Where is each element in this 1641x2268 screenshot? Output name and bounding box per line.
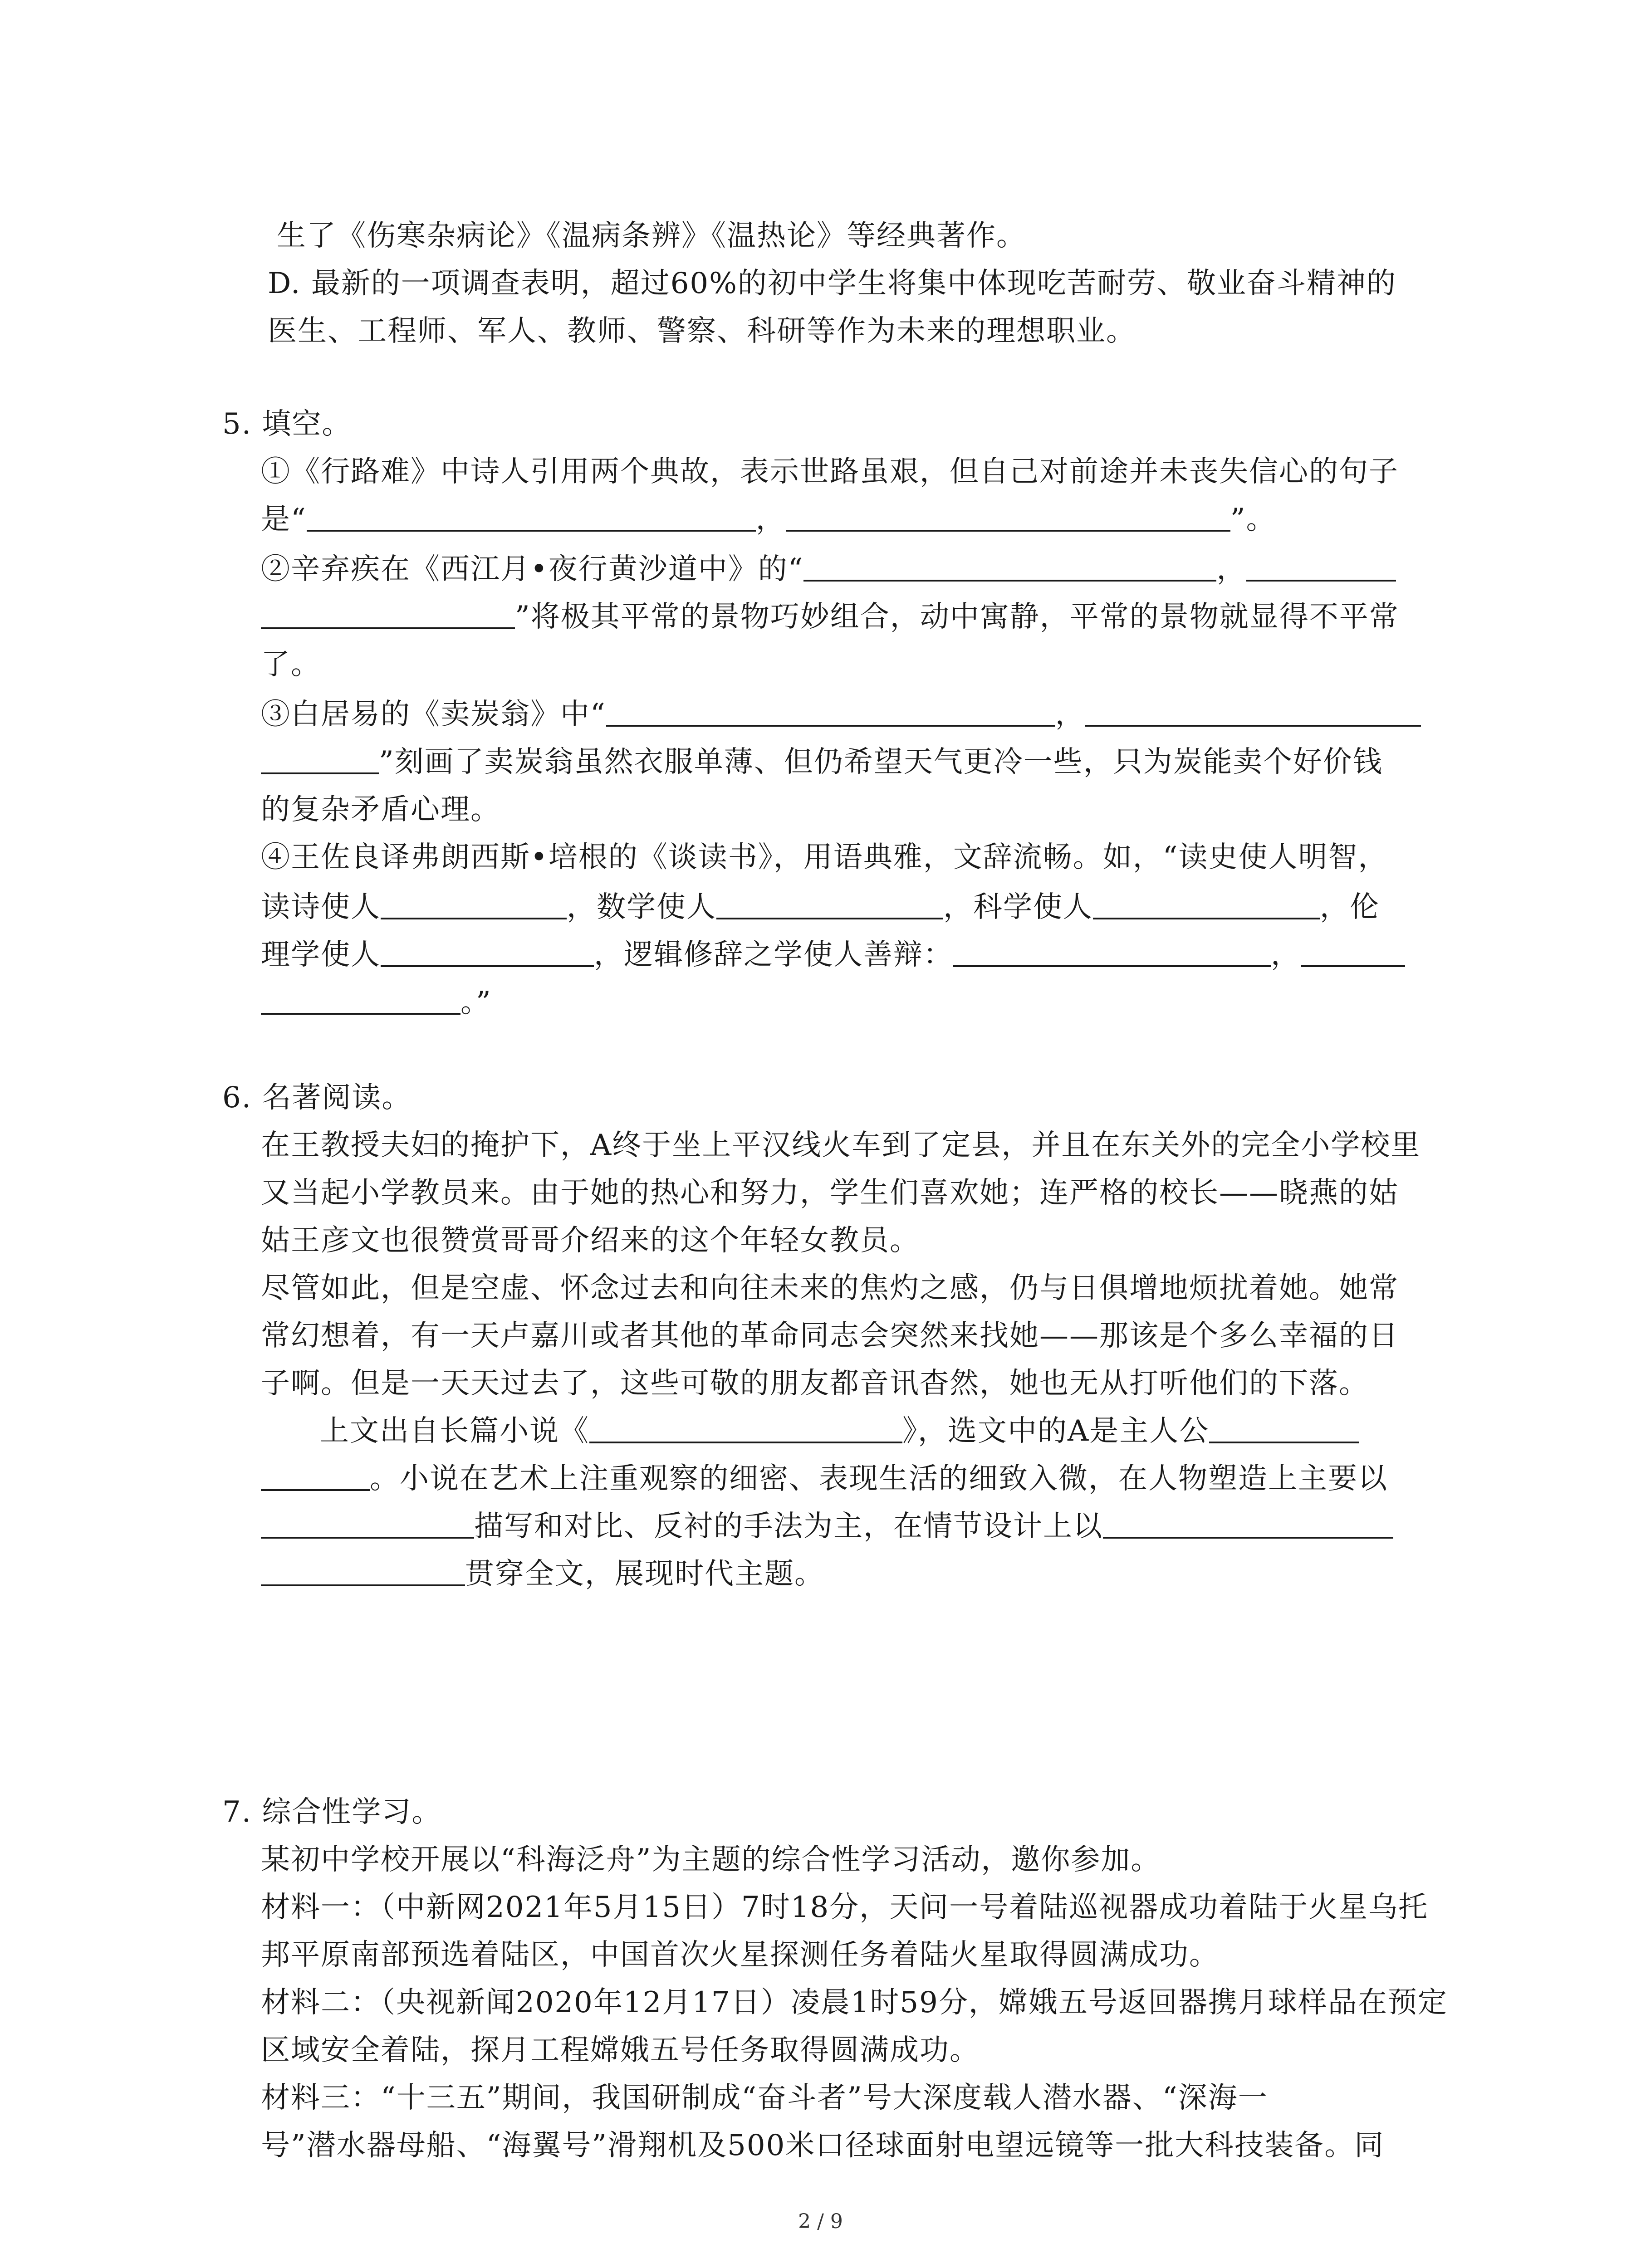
q6-fill-line1: 上文出自长篇小说《 》，选文中的A是主人公 bbox=[320, 1408, 1359, 1454]
q6-passage-p2-line2: 常幻想着，有一天卢嘉川或者其他的革命同志会突然来找她——那该是个多么幸福的日 bbox=[261, 1319, 1399, 1353]
q7-heading: 7. 综合性学习。 bbox=[222, 1795, 442, 1829]
q5-item1-blank-1[interactable] bbox=[307, 503, 756, 532]
q6-passage-p2-line1: 尽管如此，但是空虚、怀念过去和向往未来的焦灼之感，仍与日俱增地烦扰着她。她常 bbox=[261, 1271, 1399, 1305]
q5-item3-blank-2-cont[interactable] bbox=[261, 745, 379, 774]
q6-heading: 6. 名著阅读。 bbox=[222, 1081, 412, 1114]
q6-fill-line2: 。小说在艺术上注重观察的细密、表现生活的细致入微，在人物塑造上主要以 bbox=[261, 1456, 1388, 1501]
q5-item4-blank-4[interactable] bbox=[381, 938, 594, 967]
q6-passage-p1-line2: 又当起小学教员来。由于她的热心和努力，学生们喜欢她；连严格的校长——晓燕的姑 bbox=[261, 1176, 1399, 1210]
q5-item3-end: 的复杂矛盾心理。 bbox=[261, 793, 500, 826]
q5-item3-blank-1[interactable] bbox=[606, 698, 1055, 727]
q6-passage-p1-line3: 姑王彦文也很赞赏哥哥介绍来的这个年轻女教员。 bbox=[261, 1224, 920, 1257]
q7-intro: 某初中学校开展以“科海泛舟”为主题的综合性学习活动，邀你参加。 bbox=[261, 1843, 1161, 1877]
q7-material1-line1: 材料一：（中新网2021年5月15日）7时18分，天问一号着陆巡视器成功着陆于火星乌托 bbox=[261, 1891, 1429, 1924]
q6-character-method-blank[interactable] bbox=[261, 1510, 474, 1539]
q5-item2-blank-2-cont[interactable] bbox=[261, 600, 515, 629]
q4-option-d-continuation: 医生、工程师、军人、教师、警察、科研等作为未来的理想职业。 bbox=[268, 314, 1136, 348]
q5-item4-fill-line1: 读诗使人 ，数学使人 ，科学使人 ，伦 bbox=[261, 890, 1380, 924]
q6-novel-title-blank[interactable] bbox=[589, 1414, 902, 1443]
q5-item1-fill: 是“ ， ”。 bbox=[261, 503, 1276, 536]
q7-material3-line1: 材料三：“十三五”期间，我国研制成“奋斗者”号大深度载人潜水器、“深海一 bbox=[261, 2081, 1268, 2115]
q6-passage-p1-line1: 在王教授夫妇的掩护下，A终于坐上平汉线火车到了定县，并且在东关外的完全小学校里 bbox=[261, 1129, 1421, 1162]
q6-fill-line4: 贯穿全文，展现时代主题。 bbox=[261, 1551, 824, 1597]
q5-heading: 5. 填空。 bbox=[222, 407, 352, 441]
q6-fill-line3: 描写和对比、反衬的手法为主，在情节设计上以 bbox=[261, 1504, 1393, 1549]
q5-item4-blank-5[interactable] bbox=[953, 938, 1271, 967]
q6-plot-blank[interactable] bbox=[1103, 1510, 1393, 1539]
q4-option-d: D. 最新的一项调查表明，超过60%的初中学生将集中体现吃苦耐劳、敬业奋斗精神的 bbox=[268, 267, 1396, 300]
q5-item4-blank-6[interactable] bbox=[1301, 938, 1405, 967]
q7-material2-line1: 材料二：（央视新闻2020年12月17日）凌晨1时59分，嫦娥五号返回器携月球样品在预定 bbox=[261, 1986, 1448, 2019]
q5-item4-prompt: ④王佐良译弗朗西斯•培根的《谈读书》，用语典雅，文辞流畅。如，“读史使人明智， bbox=[261, 841, 1388, 874]
q5-item3-prompt: ③白居易的《卖炭翁》中“ ， bbox=[261, 692, 1421, 737]
q5-item4-blank-2[interactable] bbox=[716, 890, 943, 919]
q5-item2-blank-1[interactable] bbox=[803, 552, 1216, 582]
q5-item2-end: 了。 bbox=[261, 648, 321, 681]
q7-material1-line2: 邦平原南部预选着陆区，中国首次火星探测任务着陆火星取得圆满成功。 bbox=[261, 1938, 1219, 1972]
q5-item2-continuation: ”将极其平常的景物巧妙组合，动中寓静，平常的景物就显得不平常 bbox=[261, 594, 1399, 640]
q5-item4-blank-3[interactable] bbox=[1093, 890, 1320, 919]
q5-item4-blank-1[interactable] bbox=[381, 890, 567, 919]
q5-item4-fill-line2: 理学使人 ，逻辑修辞之学使人善辩： ， bbox=[261, 932, 1405, 978]
q6-protagonist-blank[interactable] bbox=[1209, 1414, 1359, 1443]
q5-item3-continuation: ”刻画了卖炭翁虽然衣服单薄、但仍希望天气更冷一些，只为炭能卖个好价钱 bbox=[261, 739, 1383, 785]
q7-material2-line2: 区域安全着陆，探月工程嫦娥五号任务取得圆满成功。 bbox=[261, 2033, 980, 2067]
q5-item1-prompt: ①《行路难》中诗人引用两个典故，表示世路虽艰，但自己对前途并未丧失信心的句子 bbox=[261, 455, 1399, 489]
q5-item3-blank-2[interactable] bbox=[1085, 698, 1421, 727]
q7-material3-line2: 号”潜水器母船、“海翼号”滑翔机及500米口径球面射电望远镜等一批大科技装备。同 bbox=[261, 2129, 1385, 2162]
q5-item4-end: 。” bbox=[261, 980, 492, 1025]
q5-item2-prompt: ②辛弃疾在《西江月•夜行黄沙道中》的“ ， bbox=[261, 547, 1396, 592]
q5-item4-blank-6-cont[interactable] bbox=[261, 986, 460, 1015]
page-number: 2 / 9 bbox=[798, 2210, 843, 2233]
q6-passage-p2-line3: 子啊。但是一天天过去了，这些可敬的朋友都音讯杳然，她也无从打听他们的下落。 bbox=[261, 1367, 1369, 1400]
q4-option-c-continuation: 生了《伤寒杂病论》《温病条辨》《温热论》等经典著作。 bbox=[277, 219, 1026, 253]
q6-protagonist-blank-cont[interactable] bbox=[261, 1462, 370, 1491]
q6-plot-blank-cont[interactable] bbox=[261, 1557, 465, 1586]
q5-item2-blank-2[interactable] bbox=[1246, 552, 1396, 582]
q5-item1-blank-2[interactable] bbox=[786, 503, 1230, 532]
